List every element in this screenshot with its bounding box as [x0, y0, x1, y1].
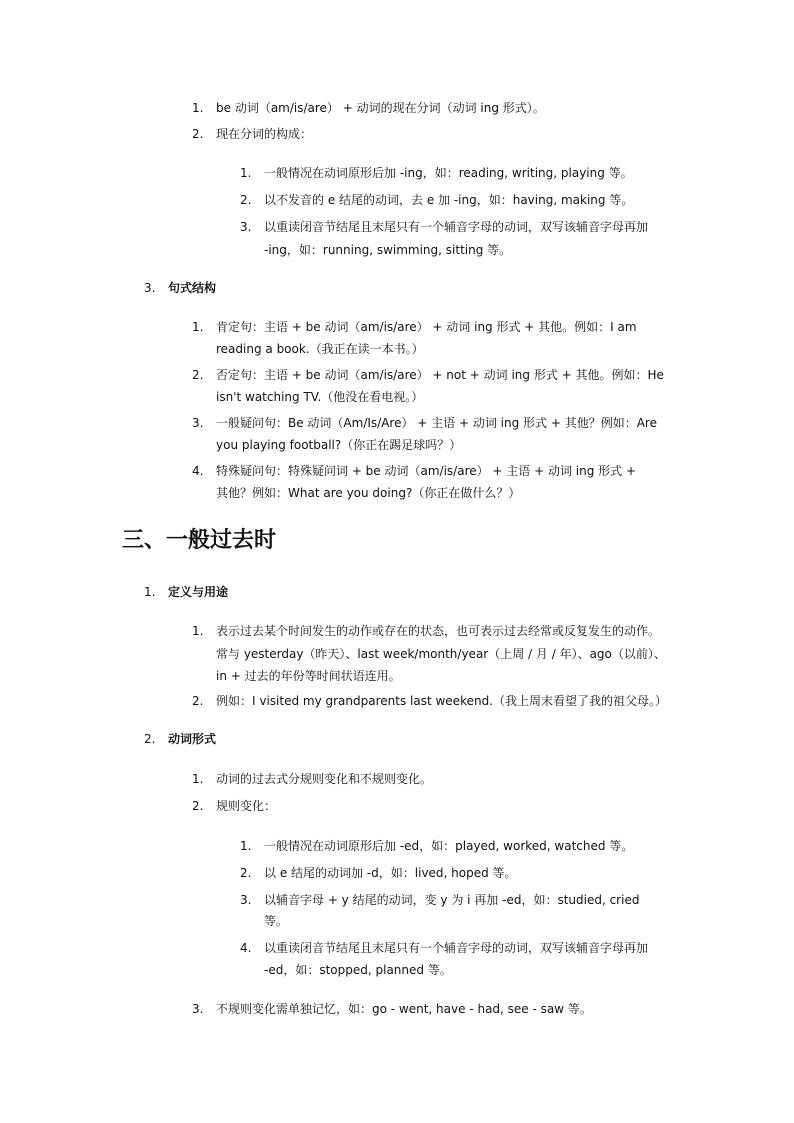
- list-item-text: 不规则变化需单独记忆，如：go - went, have - had, see - saw 等。: [216, 1002, 592, 1016]
- list-item-text: 以辅音字母 + y 结尾的动词，变 y 为 i 再加 -ed，如：studied, cried: [264, 893, 640, 907]
- list-number: 1.: [192, 320, 204, 334]
- list-number: 3.: [240, 893, 252, 907]
- list-item-text: 以重读闭音节结尾且末尾只有一个辅音字母的动词，双写该辅音字母再加: [264, 941, 649, 955]
- list-item-text: 动词的过去式分规则变化和不规则变化。: [216, 772, 433, 786]
- list-item-text: reading a book.（我正在读一本书。）: [216, 342, 424, 356]
- list-item-text: -ed，如：stopped, planned 等。: [264, 963, 452, 977]
- list-item-text: 例如：I visited my grandparents last weekend.（我上周末看望了我的祖父母。）: [216, 694, 668, 708]
- list-number: 1.: [240, 839, 252, 853]
- list-number: 2.: [240, 866, 252, 880]
- subsection-title: 定义与用途: [168, 585, 229, 599]
- list-item-text: 一般疑问句：Be 动词（Am/Is/Are） + 主语 + 动词 ing 形式 + 其他？例如：Are: [216, 416, 657, 430]
- section-heading: 三、一般过去时: [122, 528, 277, 553]
- list-item-text: 其他？例如：What are you doing?（你正在做什么？）: [216, 486, 521, 500]
- list-item-text: 一般情况在动词原形后加 -ing，如：reading, writing, playing 等。: [264, 166, 633, 180]
- subsection-title: 动词形式: [168, 732, 217, 746]
- list-item-text: -ing，如：running, swimming, sitting 等。: [264, 243, 512, 257]
- list-item-text: 现在分词的构成：: [216, 127, 313, 141]
- list-number: 2.: [240, 193, 252, 207]
- list-item-text: you playing football?（你正在踢足球吗？）: [216, 438, 462, 452]
- list-number: 1.: [192, 624, 204, 638]
- list-number: 3.: [192, 1002, 204, 1016]
- list-number: 2.: [192, 127, 204, 141]
- list-number: 2.: [192, 694, 204, 708]
- subsection-title: 句式结构: [168, 281, 217, 295]
- list-number: 3.: [240, 220, 252, 234]
- list-item-text: in + 过去的年份等时间状语连用。: [216, 669, 401, 683]
- list-item-text: 表示过去某个时间发生的动作或存在的状态，也可表示过去经常或反复发生的动作。: [216, 624, 661, 638]
- list-item-text: 肯定句：主语 + be 动词（am/is/are） + 动词 ing 形式 + 其他。例如：I am: [216, 320, 637, 334]
- list-number: 1.: [240, 166, 252, 180]
- section-number: 1.: [144, 585, 156, 599]
- list-item-text: 以 e 结尾的动词加 -d，如：lived, hoped 等。: [264, 866, 517, 880]
- list-item-text: 以重读闭音节结尾且末尾只有一个辅音字母的动词，双写该辅音字母再加: [264, 220, 649, 234]
- list-number: 3.: [192, 416, 204, 430]
- list-number: 1.: [192, 772, 204, 786]
- section-number: 3.: [144, 281, 156, 295]
- list-number: 4.: [192, 464, 204, 478]
- list-number: 2.: [192, 368, 204, 382]
- list-item-text: 特殊疑问句：特殊疑问词 + be 动词（am/is/are） + 主语 + 动词 ing 形式 +: [216, 464, 637, 478]
- list-item-text: be 动词（am/is/are） + 动词的现在分词（动词 ing 形式）。: [216, 101, 545, 115]
- list-number: 2.: [192, 799, 204, 813]
- list-item-text: 规则变化：: [216, 799, 277, 813]
- list-number: 4.: [240, 941, 252, 955]
- list-item-text: isn't watching TV.（他没在看电视。）: [216, 390, 424, 404]
- list-item-text: 以不发音的 e 结尾的动词，去 e 加 -ing，如：having, making 等。: [264, 193, 634, 207]
- list-item-text: 等。: [264, 914, 289, 928]
- list-item-text: 否定句：主语 + be 动词（am/is/are） + not + 动词 ing 形式 + 其他。例如：He: [216, 368, 664, 382]
- list-item-text: 一般情况在动词原形后加 -ed，如：played, worked, watched 等。: [264, 839, 634, 853]
- list-number: 1.: [192, 101, 204, 115]
- section-number: 2.: [144, 732, 156, 746]
- list-item-text: 常与 yesterday（昨天）、last week/month/year（上周 / 月 / 年）、ago（以前）、: [216, 647, 666, 661]
